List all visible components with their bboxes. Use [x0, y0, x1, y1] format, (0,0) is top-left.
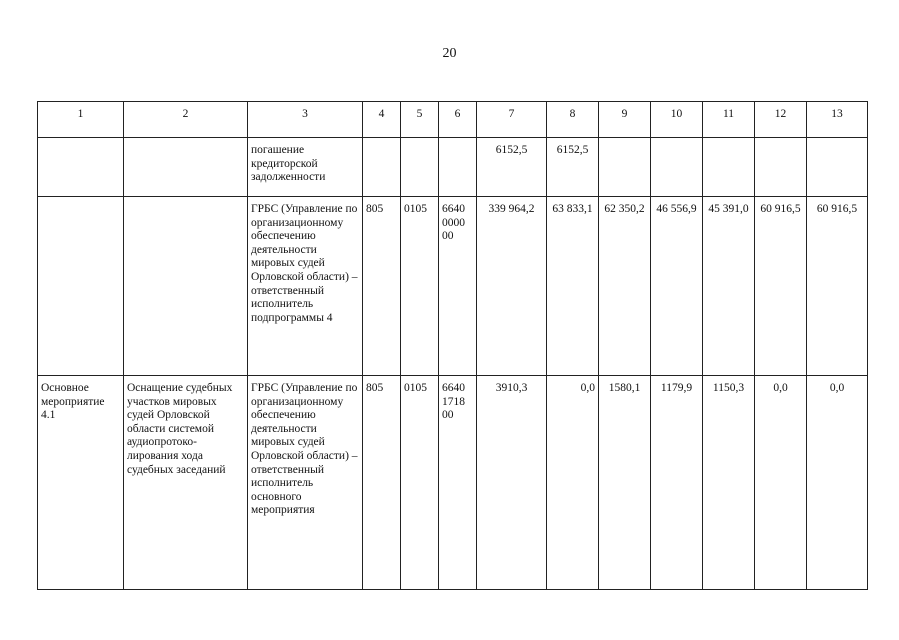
- table-cell: 6640 1718 00: [439, 376, 477, 590]
- table-row: [38, 138, 868, 197]
- table-cell: Основное мероприятие 4.1: [38, 376, 124, 590]
- table-cell: 0105: [401, 197, 439, 376]
- table-cell: 6640 0000 00: [439, 197, 477, 376]
- table-cell: 1580,1: [599, 376, 651, 590]
- table-cell: 805: [363, 376, 401, 590]
- table-cell: [807, 138, 868, 197]
- table-cell: [703, 138, 755, 197]
- table-cell: 1150,3: [703, 376, 755, 590]
- column-header: 6: [439, 102, 477, 138]
- column-header: 8: [547, 102, 599, 138]
- column-header: 5: [401, 102, 439, 138]
- table-cell: 46 556,9: [651, 197, 703, 376]
- column-header: 10: [651, 102, 703, 138]
- column-header: 12: [755, 102, 807, 138]
- table-cell: [124, 138, 248, 197]
- table-cell: [439, 138, 477, 197]
- table-cell: Оснащение судебных участков мировых судей Орловской области системой аудиопротоко-лирования хода судебных заседаний: [124, 376, 248, 590]
- table-cell: 6152,5: [477, 138, 547, 197]
- column-header: 4: [363, 102, 401, 138]
- table-cell: 6152,5: [547, 138, 599, 197]
- column-header: 11: [703, 102, 755, 138]
- column-header: 3: [248, 102, 363, 138]
- table-cell: 0,0: [807, 376, 868, 590]
- table-cell: 339 964,2: [477, 197, 547, 376]
- column-header: 2: [124, 102, 248, 138]
- budget-table: [37, 101, 868, 590]
- table-cell: 45 391,0: [703, 197, 755, 376]
- column-header: 7: [477, 102, 547, 138]
- table-cell: 3910,3: [477, 376, 547, 590]
- page-number: 20: [442, 46, 457, 61]
- column-header: 9: [599, 102, 651, 138]
- header-row: [38, 102, 868, 138]
- column-header: 13: [807, 102, 868, 138]
- table-cell: 0,0: [755, 376, 807, 590]
- table-cell: 62 350,2: [599, 197, 651, 376]
- table-cell: 0105: [401, 376, 439, 590]
- table-cell: 0,0: [547, 376, 599, 590]
- table-cell: ГРБС (Управление по организационному обеспечению деятельности мировых судей Орловской области) – ответственный исполнитель подпрограммы 4: [248, 197, 363, 376]
- table-row: [38, 376, 868, 590]
- column-header: 1: [38, 102, 124, 138]
- table-cell: [755, 138, 807, 197]
- table-cell: [599, 138, 651, 197]
- table-cell: [38, 197, 124, 376]
- table-cell: погашение кредиторской задолженности: [248, 138, 363, 197]
- table-cell: ГРБС (Управление по организационному обеспечению деятельности мировых судей Орловской области) – ответственный исполнитель основного мероприятия: [248, 376, 363, 590]
- table-cell: [38, 138, 124, 197]
- table-cell: 1179,9: [651, 376, 703, 590]
- table-cell: [363, 138, 401, 197]
- table-cell: 60 916,5: [807, 197, 868, 376]
- table-cell: [401, 138, 439, 197]
- table-cell: [651, 138, 703, 197]
- table-cell: 63 833,1: [547, 197, 599, 376]
- table-row: [38, 197, 868, 376]
- table-cell: 60 916,5: [755, 197, 807, 376]
- table-cell: [124, 197, 248, 376]
- table-cell: 805: [363, 197, 401, 376]
